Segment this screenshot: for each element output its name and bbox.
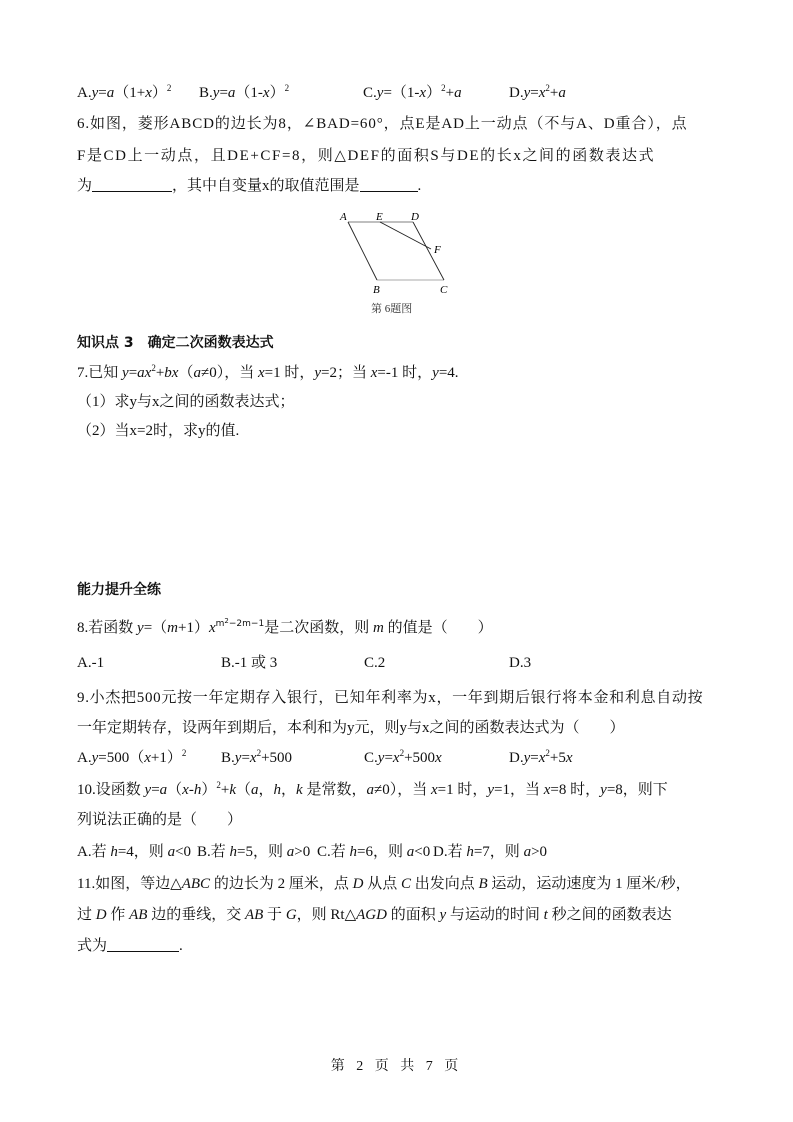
q5-option-a: $A.y=a(1+x)^2$	[77, 83, 172, 101]
q9-option-a: $A.y=500(x+1)^2$	[77, 748, 187, 766]
q10-option-a: A.若 h=4，则 a<0	[77, 844, 192, 860]
q8-option-c: C.2	[364, 655, 386, 671]
q11-line-2: 过 D 作 AB 边的垂线，交 AB 于 G，则 Rt△AGD 的面积 y 与运动的时间 t 秒之间的函数表达	[77, 907, 672, 923]
q11-line-1: 11.如图，等边△ABC 的边长为 2 厘米，点 D 从点 C 出发向点 B 运动，运动速度为 1 厘米/秒，	[77, 876, 691, 892]
q6-line-3-middle: ，其中自变量x的取值范围是	[172, 178, 360, 194]
q9-option-c: $C.y=x^2+500x$	[364, 748, 442, 766]
label-e: E	[376, 211, 383, 223]
q8-option-d: D.3	[509, 655, 532, 671]
label-b: B	[373, 284, 380, 296]
q8-option-b: B.-1 或 3	[221, 655, 278, 671]
q10-line-1: 10.设函数 $y=a(x-h)^2+k(a$，h，k 是常数，a≠0），当 x=1 时，y=1，当 x=8 时，y=8，则下	[77, 780, 668, 798]
q10-option-c: C.若 h=6，则 a<0	[317, 844, 431, 860]
label-c: C	[440, 284, 448, 296]
edge-ab	[348, 222, 377, 280]
q6-line-3	[77, 176, 421, 196]
q10-line-2: 列说法正确的是（ ）	[77, 812, 243, 828]
q5-option-c: $C.y=(1-x)^2+a$	[363, 83, 462, 101]
section-heading-3: 知识点 3 确定二次函数表达式	[77, 335, 274, 351]
section-heading-ability: 能力提升全练	[77, 582, 161, 598]
q6-line-3-end: .	[417, 178, 422, 194]
q6-answer-blank-1[interactable]	[92, 177, 172, 192]
q11-answer-blank[interactable]	[107, 937, 179, 952]
q6-line-3-prefix: 为	[77, 178, 93, 194]
q11-line-3-end: .	[179, 938, 183, 954]
q9-line-1: 9.小杰把500元按一年定期存入银行，已知年利率为x，一年到期后银行将本金和利息自动按	[77, 690, 704, 706]
q7-part-1: （1）求y与x之间的函数表达式；	[77, 394, 295, 410]
q6-line-2: F是CD上一动点，且DE+CF=8，则△DEF的面积S与DE的长x之间的函数表达式	[77, 148, 656, 164]
q9-option-b: $B.y=x^2+500$	[221, 748, 293, 766]
label-f: F	[434, 244, 441, 256]
q10-option-d: D.若 h=7，则 a>0	[433, 844, 548, 860]
rhombus-figure	[330, 205, 460, 300]
segment-ef	[380, 222, 431, 249]
q8-stem: 8.若函数 $y=(m+1)x^{m^2-2m-1}$是二次函数，则 m 的值是（ ）	[77, 617, 493, 636]
q6-line-1: 6.如图，菱形ABCD的边长为8，∠BAD=60°，点E是AD上一动点（不与A、D重合），点	[77, 116, 688, 132]
label-d: D	[411, 211, 419, 223]
q11-line-3	[77, 936, 183, 956]
q5-option-b: $B.y=a(1-x)^2$	[199, 83, 290, 101]
q5-option-d: $D.y=x^2+a$	[509, 83, 566, 101]
q9-line-2: 一年定期转存，设两年到期后，本利和为y元，则y与x之间的函数表达式为（ ）	[77, 720, 625, 736]
q7-line-1: 7.已知 $y=ax^2+bx(a\ne 0)$，当 x=1 时，y=2；当 x=-1 时，y=4.	[77, 363, 459, 381]
q10-option-b: B.若 h=5，则 a>0	[197, 844, 311, 860]
page-footer: 第 2 页 共 7 页	[330, 1059, 463, 1074]
q8-option-a: A.-1	[77, 655, 105, 671]
figure-caption: 第 6题图	[371, 303, 413, 315]
q9-option-d: $D.y=x^2+5x$	[509, 748, 573, 766]
q6-answer-blank-2[interactable]	[360, 177, 418, 192]
q11-line-3-prefix: 式为	[77, 938, 108, 954]
q7-part-2: （2）当x=2时，求y的值.	[77, 423, 240, 439]
label-a: A	[340, 211, 347, 223]
